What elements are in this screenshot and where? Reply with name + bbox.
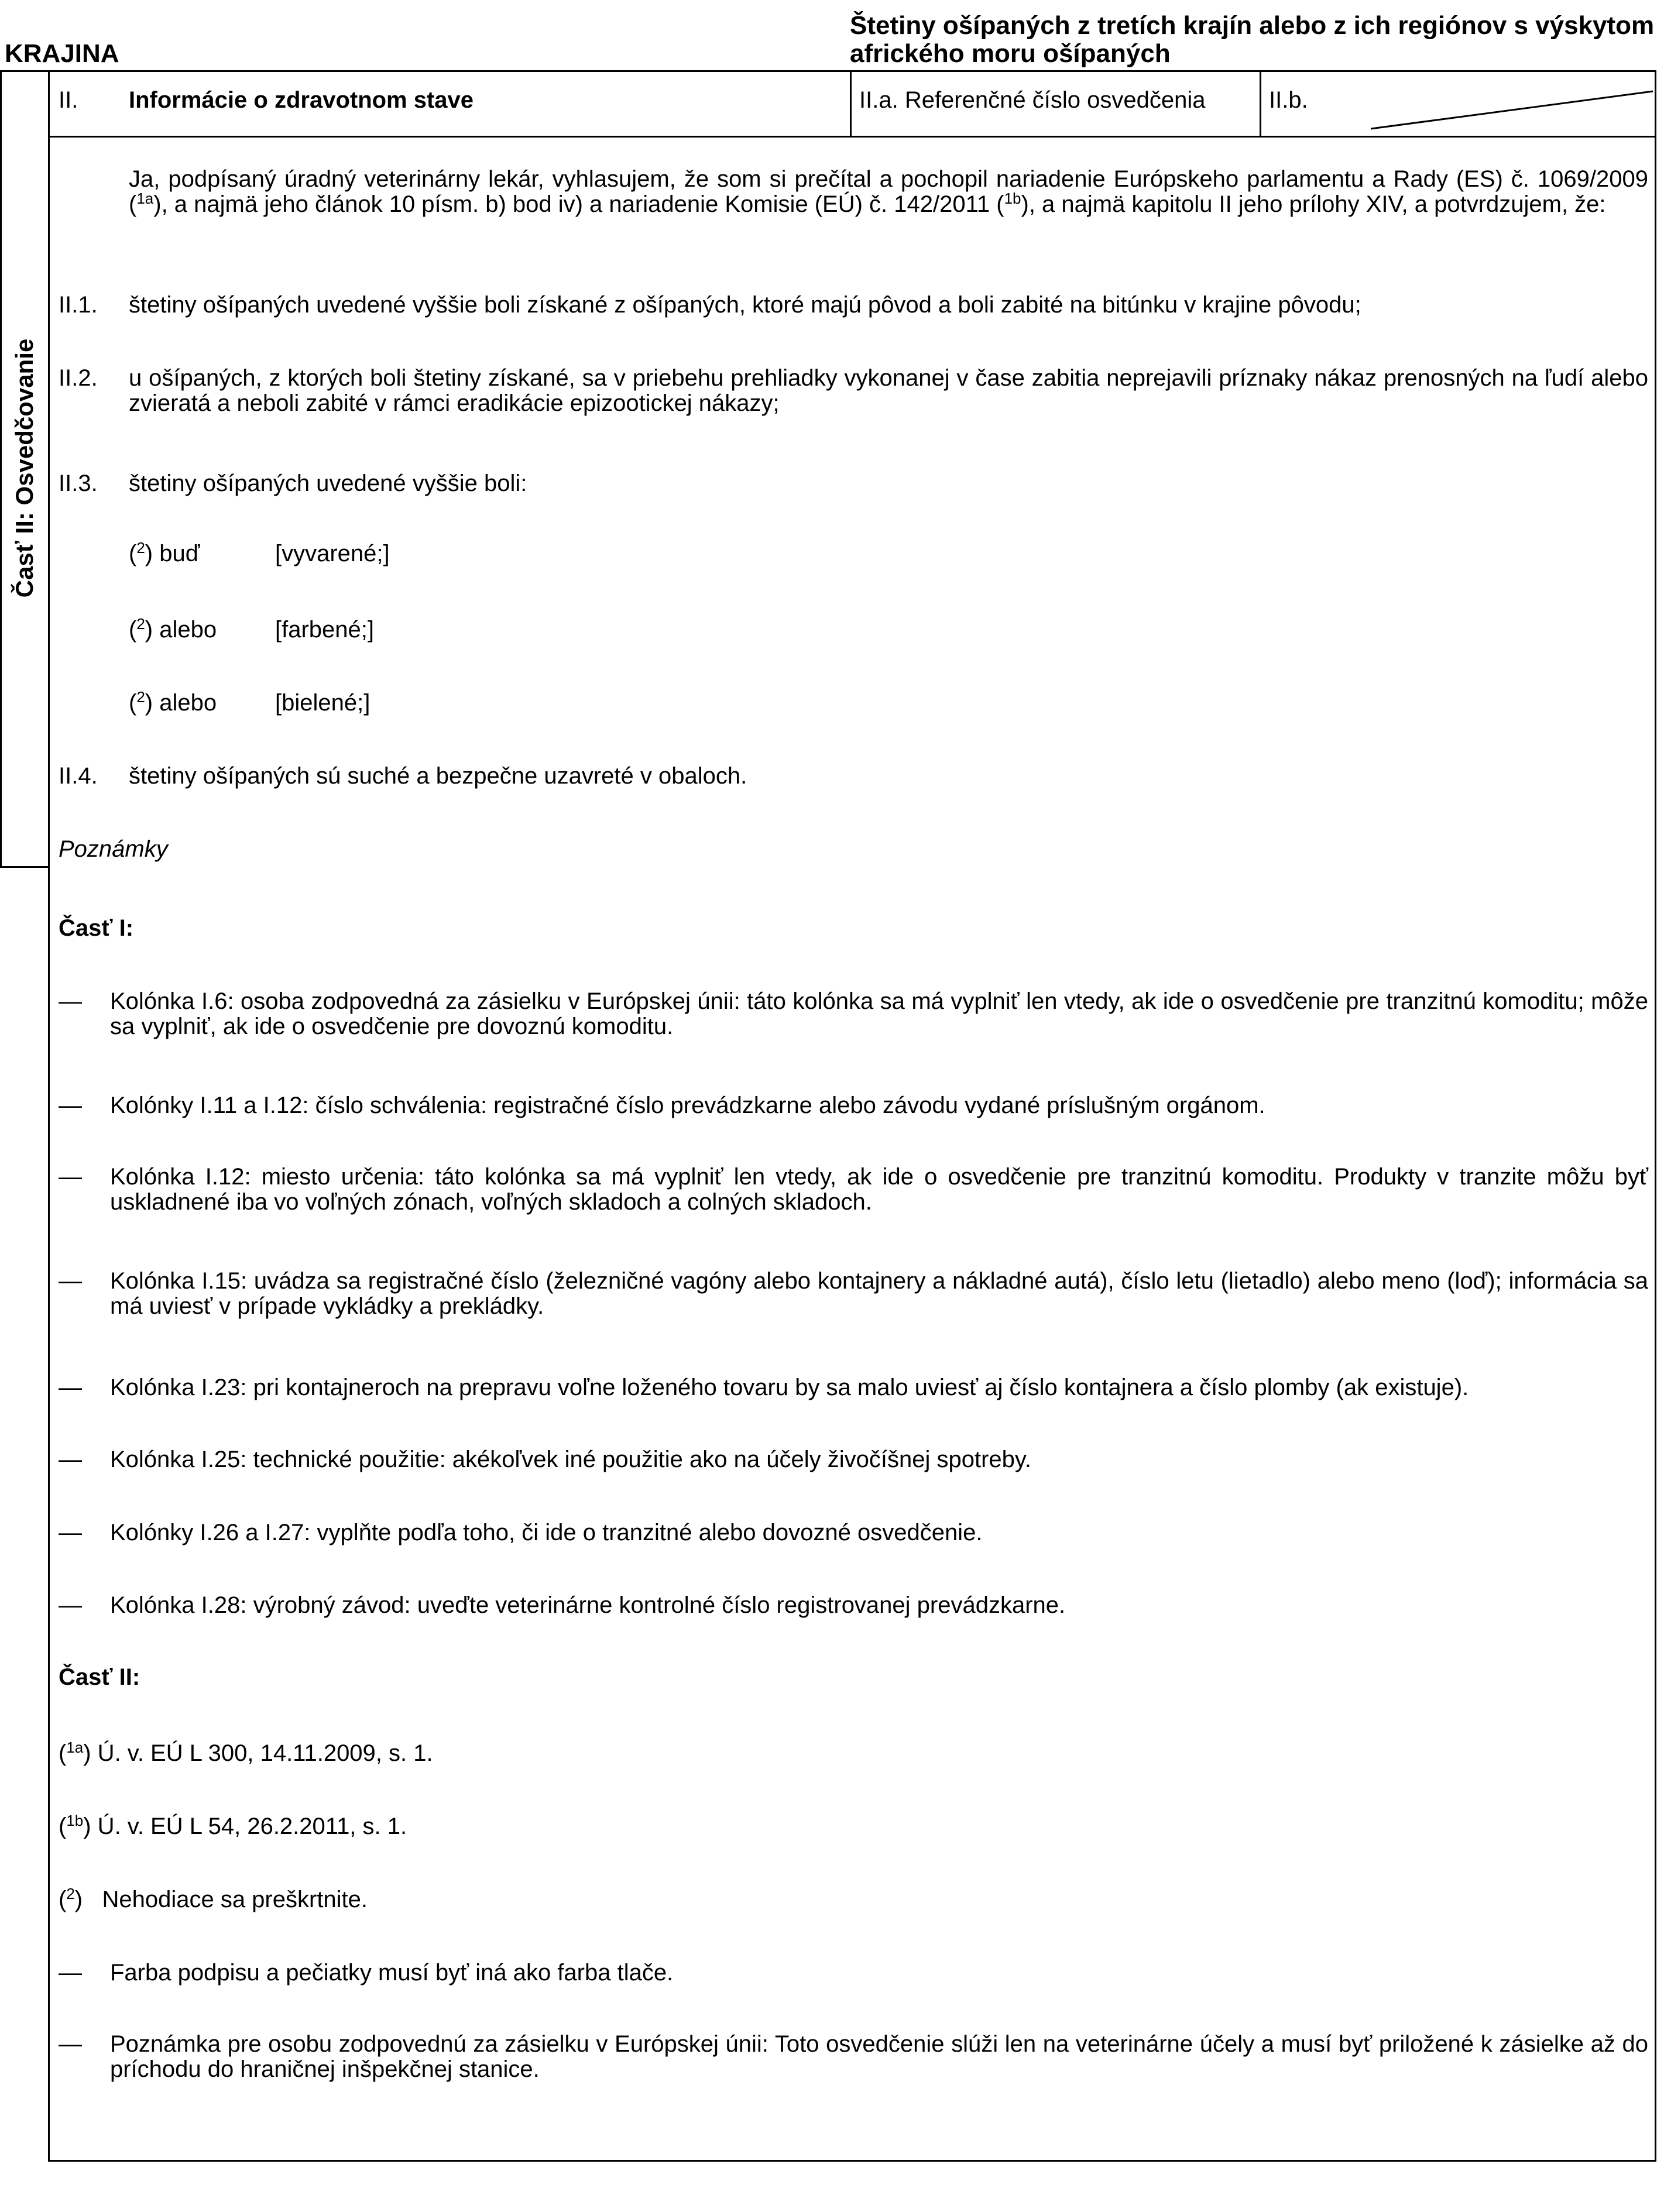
notes-heading: Poznámky: [59, 836, 168, 862]
item-number: II.2.: [59, 365, 98, 391]
dash-bullet: —: [59, 1093, 82, 1118]
footnote: ($^2$) Nehodiace sa preškrtnite.: [59, 1885, 368, 1912]
option-value: [bielené;]: [275, 690, 370, 716]
dash-bullet: —: [59, 1592, 82, 1618]
frame-bottom-edge: [48, 2160, 1656, 2162]
dash-bullet: —: [59, 1520, 82, 1545]
option-value: [farbené;]: [275, 617, 375, 643]
frame-right-edge: [1655, 70, 1656, 2162]
side-band-bottom: [0, 866, 49, 868]
dash-bullet: —: [59, 988, 82, 1014]
item-number: II.1.: [59, 292, 98, 318]
section-title: Informácie o zdravotnom stave: [129, 87, 474, 113]
reference-number-label: II.a. Referenčné číslo osvedčenia: [859, 87, 1206, 113]
dash-bullet: —: [59, 1447, 82, 1472]
option-value: [vyvarené;]: [275, 541, 390, 566]
footnote: ($^{1b}$) Ú. v. EÚ L 54, 26.2.2011, s. 1.: [59, 1812, 407, 1839]
dash-bullet: —: [59, 1268, 82, 1294]
option-prefix: ($^2$) alebo: [129, 615, 217, 643]
item-text: u ošípaných, z ktorých boli štetiny získané, sa v priebehu prehliadky vykonanej v čase zabitia neprejavili príznaky nákaz prenosných na ľudí alebo zvieratá a neboli zabité v rámci eradikácie epizootickej nákazy;: [129, 365, 1648, 416]
part1-heading: Časť I:: [59, 915, 134, 941]
part2-heading: Časť II:: [59, 1664, 140, 1690]
dash-bullet: —: [59, 1375, 82, 1400]
section-number: II.: [59, 87, 78, 113]
option-prefix: ($^2$) alebo: [129, 688, 217, 716]
ref-cell-divider: [850, 70, 852, 138]
item-number: II.3.: [59, 470, 98, 496]
dash-bullet: —: [59, 2031, 82, 2057]
item-text: štetiny ošípaných uvedené vyššie boli:: [129, 470, 527, 496]
certificate-title: Štetiny ošípaných z tretích krajín alebo z ich regiónov s výskytom afrického moru ošípaných: [850, 11, 1655, 68]
iib-label: II.b.: [1269, 87, 1308, 113]
iib-diagonal-line: [1260, 70, 1656, 138]
intro-paragraph: Ja, podpísaný úradný veterinárny lekár, vyhlasujem, že som si prečítal a pochopil nariadenie Európskeho parlamentu a Rady (ES) č. 1069/2009 ($^{1a}$), a najmä jeho článok 10 písm. b) bod iv) a nariadenie Komisie (EÚ) č. 142/2011 ($^{1b}$), a najmä kapitolu II jeho prílohy XIV, a potvrdzujem, že:: [129, 166, 1648, 217]
option-prefix: ($^2$) buď: [129, 539, 200, 566]
dash-bullet: —: [59, 1960, 82, 1986]
side-label: Časť II: Osvedčovanie: [11, 338, 38, 598]
item-text: štetiny ošípaných sú suché a bezpečne uzavreté v obaloch.: [129, 763, 747, 789]
item-number: II.4.: [59, 763, 98, 789]
item-text: štetiny ošípaných uvedené vyššie boli získané z ošípaných, ktoré majú pôvod a boli zabité na bitúnku v krajine pôvodu;: [129, 292, 1361, 318]
dash-bullet: —: [59, 1164, 82, 1190]
footnote: ($^{1a}$) Ú. v. EÚ L 300, 14.11.2009, s. 1.: [59, 1739, 433, 1766]
country-label: KRAJINA: [5, 39, 119, 68]
